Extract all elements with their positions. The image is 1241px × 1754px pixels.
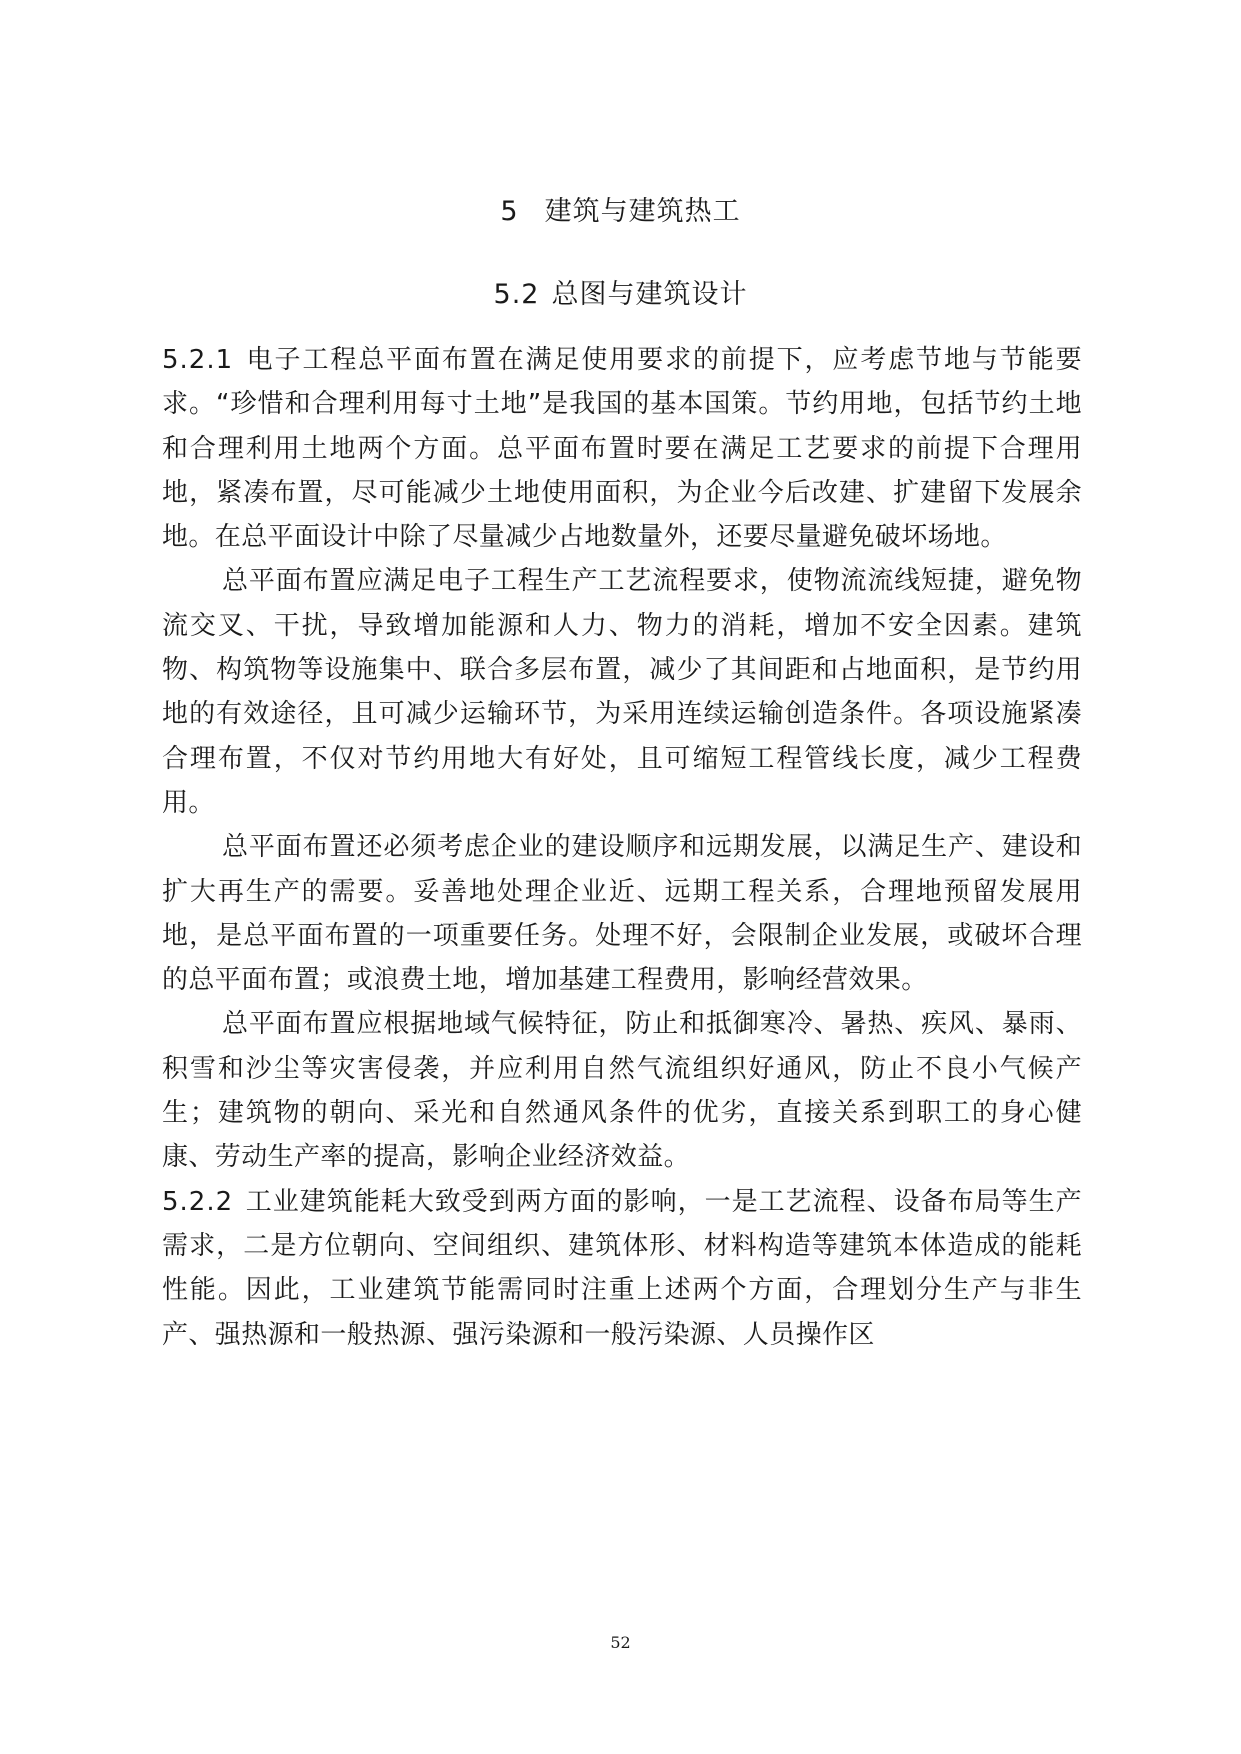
- body-text: [162, 338, 1082, 1357]
- section-number: 5.2: [493, 279, 540, 310]
- page-number: 52: [610, 1633, 631, 1652]
- paragraph: 总平面布置还必须考虑企业的建设顺序和远期发展，以满足生产、建设和扩大再生产的需要。妥善地处理企业近、远期工程关系，合理地预留发展用地，是总平面布置的一项重要任务。处理不好，会限制企业发展，或破坏合理的总平面布置；或浪费土地，增加基建工程费用，影响经营效果。: [162, 832, 1082, 996]
- clause-text: 电子工程总平面布置在满足使用要求的前提下，应考虑节地与节能要求。“珍惜和合理利用每寸土地”是我国的基本国策。节约用地，包括节约土地和合理利用土地两个方面。总平面布置时要在满足工艺要求的前提下合理用地，紧凑布置，尽可能减少土地使用面积，为企业今后改建、扩建留下发展余地。在总平面设计中除了尽量减少占地数量外，还要尽量避免破坏场地。: [162, 345, 1082, 553]
- section-heading: [0, 275, 1241, 315]
- chapter-heading: [0, 192, 1241, 232]
- clause-number: 5.2.2: [162, 1186, 234, 1217]
- section-title: 总图与建筑设计: [551, 279, 748, 310]
- paragraph: 总平面布置应满足电子工程生产工艺流程要求，使物流流线短捷，避免物流交叉、干扰，导致增加能源和人力、物力的消耗，增加不安全因素。建筑物、构筑物等设施集中、联合多层布置，减少了其间距和占地面积，是节约用地的有效途径，且可减少运输环节，为采用连续运输创造条件。各项设施紧凑合理布置，不仅对节约用地大有好处，且可缩短工程管线长度，减少工程费用。: [162, 566, 1082, 818]
- clause-5-2-2: [162, 1180, 1082, 1357]
- chapter-number: 5: [500, 196, 519, 227]
- clause-5-2-1: [162, 338, 1082, 559]
- chapter-title: 建筑与建筑热工: [544, 196, 741, 227]
- paragraph: 总平面布置应根据地域气候特征，防止和抵御寒冷、暑热、疾风、暴雨、积雪和沙尘等灾害侵袭，并应利用自然气流组织好通风，防止不良小气候产生；建筑物的朝向、采光和自然通风条件的优劣，直接关系到职工的身心健康、劳动生产率的提高，影响企业经济效益。: [162, 1009, 1082, 1173]
- clause-number: 5.2.1: [162, 345, 234, 375]
- clause-text: 工业建筑能耗大致受到两方面的影响，一是工艺流程、设备布局等生产需求，二是方位朝向、空间组织、建筑体形、材料构造等建筑本体造成的能耗性能。因此，工业建筑节能需同时注重上述两个方面，合理划分生产与非生产、强热源和一般热源、强污染源和一般污染源、人员操作区: [162, 1186, 1082, 1350]
